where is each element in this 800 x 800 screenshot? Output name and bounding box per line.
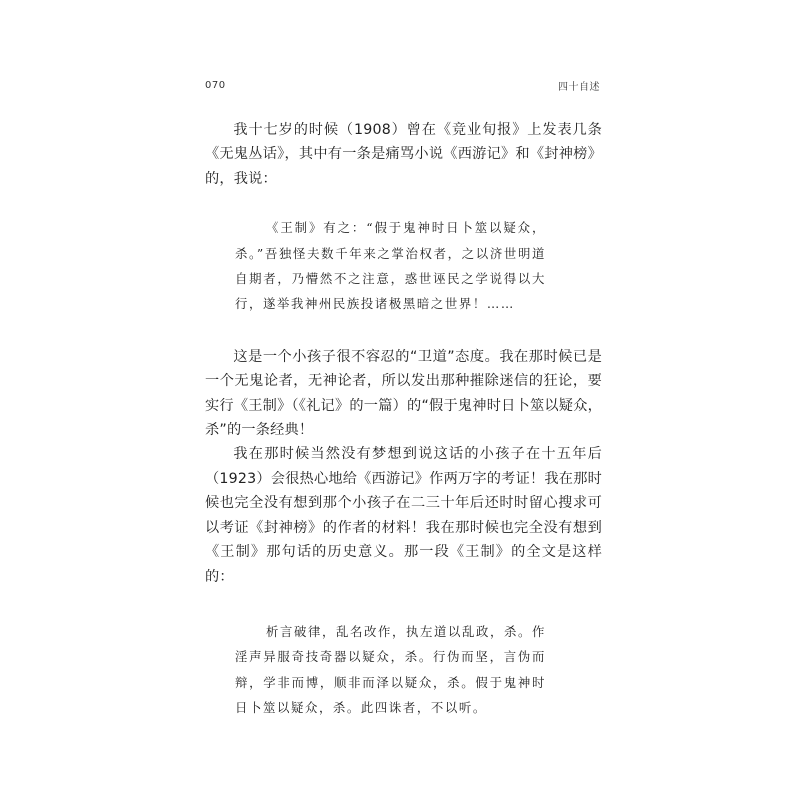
running-header xyxy=(205,76,602,94)
block-quote-wangzhi-fulltext: 析言破律，乱名改作，执左道以乱政，杀。作淫声异服奇技奇器以疑众，杀。行伪而坚，言伪而辩，学非而博，顺非而泽以疑众，杀。假于鬼神时日卜筮以疑众，杀。此四诛者，不以听。 xyxy=(235,623,546,716)
block-quote-wangzhi-comment: 《王制》有之：“假于鬼神时日卜筮以疑众，杀。”吾独怪夫数千年来之掌治权者，之以济世明道自期者，乃懵然不之注意，惑世诬民之学说得以大行，遂举我神州民族投诸极黑暗之世界！…… xyxy=(235,220,546,312)
page-number: 070 xyxy=(205,79,226,91)
paragraph-retrospect: 我在那时候当然没有梦想到说这话的小孩子在十五年后（1923）会很热心地给《西游记》作两万字的考证！我在那时候也完全没有想到那个小孩子在二三十年后还时时留心搜求可以考证《封神榜》的作者的材料！我在那时候也完全没有想到《王制》那句话的历史意义。那一段《王制》的全文是这样的： xyxy=(205,446,602,585)
paragraph-intro: 我十七岁的时候（1908）曾在《竞业旬报》上发表几条《无鬼丛话》，其中有一条是痛骂小说《西游记》和《封神榜》的，我说： xyxy=(205,122,602,187)
book-page xyxy=(205,76,602,721)
book-title: 四十自述 xyxy=(558,81,600,93)
paragraph-reflection: 这是一个小孩子很不容忍的“卫道”态度。我在那时候已是一个无鬼论者，无神论者，所以发出那种摧除迷信的狂论，要实行《王制》（《礼记》的一篇）的“假于鬼神时日卜筮以疑众，杀”的一条经典！ xyxy=(205,348,602,439)
